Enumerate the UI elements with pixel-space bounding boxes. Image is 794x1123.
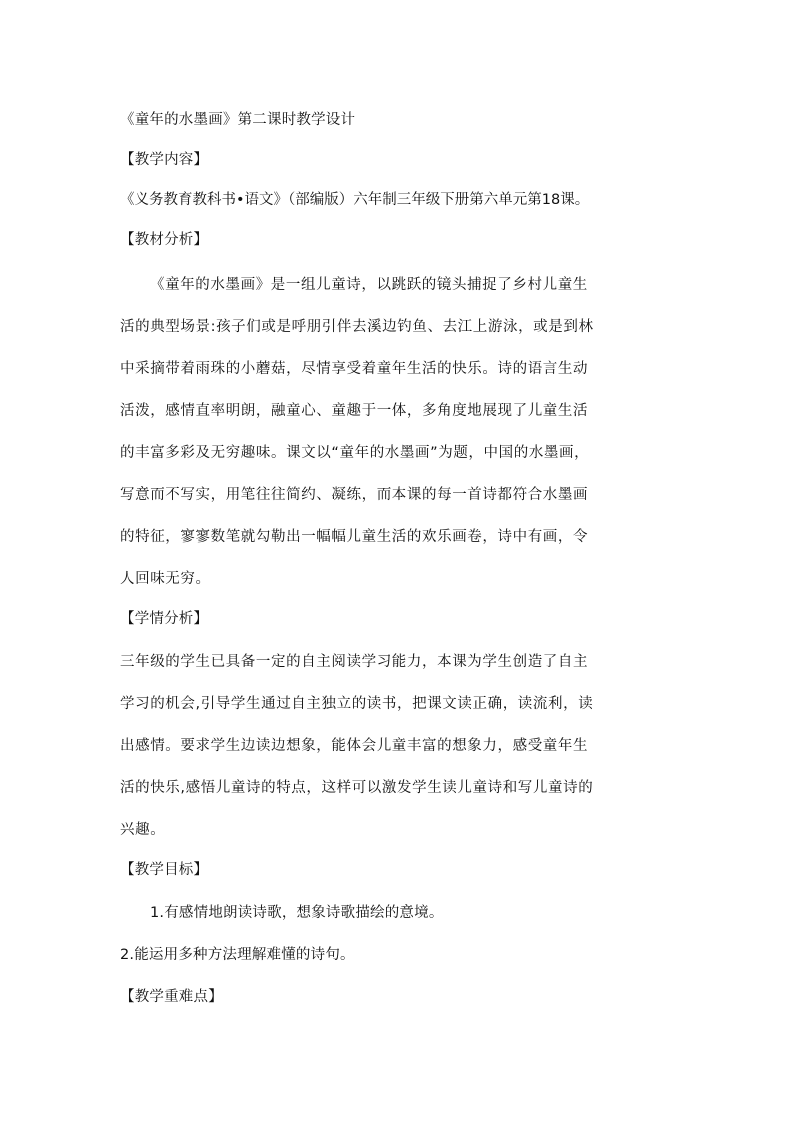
- material-line-1: 《童年的水墨画》是一组儿童诗，以跳跃的镜头捕捉了乡村儿童生: [150, 277, 588, 293]
- material-line-5: 的丰富多彩及无穷趣味。课文以“童年的水墨画”为题，中国的水墨画，: [120, 445, 590, 461]
- students-line-2: 学习的机会,引导学生通过自主独立的读书，把课文读正确，读流利，读: [120, 696, 594, 712]
- material-line-2: 活的典型场景:孩子们或是呼朋引伴去溪边钓鱼、去江上游泳，或是到林: [120, 319, 594, 335]
- section-heading-keypoints: 【教学重难点】: [120, 989, 223, 1005]
- section-heading-goals: 【教学目标】: [120, 862, 209, 878]
- material-line-6: 写意而不写实，用笔往往简约、凝练，而本课的每一首诗都符合水墨画: [120, 487, 589, 503]
- section-heading-content: 【教学内容】: [120, 152, 209, 168]
- students-line-4: 活的快乐,感悟儿童诗的特点，这样可以激发学生读儿童诗和写儿童诗的: [120, 780, 594, 796]
- document-title: 《童年的水墨画》第二课时教学设计: [120, 112, 356, 128]
- material-line-4: 活泼，感情直率明朗，融童心、童趣于一体，多角度地展现了儿童生活: [120, 403, 589, 419]
- material-line-3: 中采摘带着雨珠的小蘑菇，尽情享受着童年生活的快乐。诗的语言生动: [120, 361, 589, 377]
- section-heading-material: 【教材分析】: [120, 232, 209, 248]
- students-line-3: 出感情。要求学生边读边想象，能体会儿童丰富的想象力，感受童年生: [120, 738, 589, 754]
- material-line-7: 的特征，寥寥数笔就勾勒出一幅幅儿童生活的欢乐画卷，诗中有画，令: [120, 529, 589, 545]
- students-line-1: 三年级的学生已具备一定的自主阅读学习能力，本课为学生创造了自主: [120, 654, 589, 670]
- material-line-8: 人回味无穷。: [120, 571, 211, 587]
- students-line-5: 兴趣。: [120, 822, 166, 838]
- content-text: 《义务教育教科书•语文》（部编版）六年制三年级下册第六单元第18课。: [120, 192, 590, 208]
- section-heading-students: 【学情分析】: [120, 611, 209, 627]
- goal-item-1: 1.有感情地朗读诗歌，想象诗歌描绘的意境。: [150, 905, 444, 921]
- goal-item-2: 2.能运用多种方法理解难懂的诗句。: [120, 947, 355, 963]
